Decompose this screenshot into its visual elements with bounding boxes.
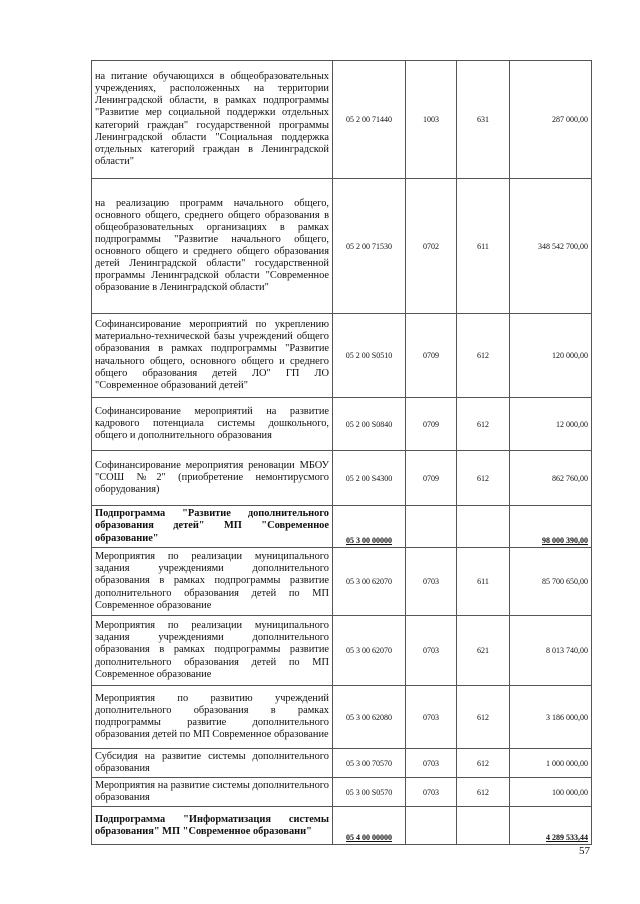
table-row bbox=[92, 778, 592, 807]
row-section-code: 0709 bbox=[406, 314, 457, 398]
row-description: Мероприятия по развитию учреждений дополнительного образования в рамках подпрограммы развитие дополнительного образования детей по МП Современное образование bbox=[92, 686, 333, 749]
table-row bbox=[92, 398, 592, 451]
subprogram-code: 05 4 00 00000 bbox=[333, 807, 406, 845]
row-target-code: 05 3 00 S0570 bbox=[333, 778, 406, 807]
row-expense-type: 612 bbox=[457, 398, 510, 451]
table-row bbox=[92, 61, 592, 179]
row-target-code: 05 2 00 S4300 bbox=[333, 451, 406, 506]
table-row bbox=[92, 616, 592, 686]
row-description: Мероприятия по реализации муниципального задания учреждениями дополнительного образования в рамках подпрограммы развитие дополнительного образования детей по МП Современное образование bbox=[92, 616, 333, 686]
row-expense-type: 612 bbox=[457, 778, 510, 807]
row-target-code: 05 3 00 62070 bbox=[333, 616, 406, 686]
row-description: Субсидия на развитие системы дополнительного образования bbox=[92, 749, 333, 778]
row-expense-type: 631 bbox=[457, 61, 510, 179]
row-target-code: 05 3 00 62070 bbox=[333, 548, 406, 616]
row-amount: 100 000,00 bbox=[510, 778, 592, 807]
row-expense-type bbox=[457, 506, 510, 548]
row-expense-type: 621 bbox=[457, 616, 510, 686]
row-amount: 8 013 740,00 bbox=[510, 616, 592, 686]
row-expense-type: 611 bbox=[457, 548, 510, 616]
table-row bbox=[92, 451, 592, 506]
row-amount: 3 186 000,00 bbox=[510, 686, 592, 749]
row-target-code: 05 2 00 S0510 bbox=[333, 314, 406, 398]
row-section-code: 0703 bbox=[406, 749, 457, 778]
row-amount: 12 000,00 bbox=[510, 398, 592, 451]
table-row bbox=[92, 749, 592, 778]
row-description: Мероприятия на развитие системы дополнительного образования bbox=[92, 778, 333, 807]
row-section-code: 0709 bbox=[406, 398, 457, 451]
row-target-code: 05 2 00 S0840 bbox=[333, 398, 406, 451]
row-expense-type: 612 bbox=[457, 451, 510, 506]
row-section-code: 0703 bbox=[406, 548, 457, 616]
subprogram-amount: 4 289 533,44 bbox=[510, 807, 592, 845]
row-amount: 348 542 700,00 bbox=[510, 179, 592, 314]
row-section-code bbox=[406, 807, 457, 845]
page-number: 57 bbox=[579, 845, 590, 857]
row-description: Софинансирование мероприятий на развитие кадрового потенциала системы дошкольного, общего и дополнительного образования bbox=[92, 398, 333, 451]
row-section-code: 0703 bbox=[406, 686, 457, 749]
budget-table bbox=[91, 60, 592, 845]
table-row bbox=[92, 179, 592, 314]
subprogram-row bbox=[92, 506, 592, 548]
row-section-code: 0703 bbox=[406, 616, 457, 686]
row-expense-type: 612 bbox=[457, 686, 510, 749]
row-target-code: 05 2 00 71530 bbox=[333, 179, 406, 314]
row-section-code: 0702 bbox=[406, 179, 457, 314]
row-description: на реализацию программ начального общего, основного общего, среднего общего образования в общеобразовательных организациях в рамках подпрограммы "Развитие начального общего, основного общего и среднего общего образования детей Ленинградской области" государственной программы Ленинградской области "Современное образование в Ленинградской области" bbox=[92, 179, 333, 314]
row-description: Софинансирование мероприятия реновации МБОУ "СОШ №2" (приобретение немонтирусмого оборудования) bbox=[92, 451, 333, 506]
subprogram-code: 05 3 00 00000 bbox=[333, 506, 406, 548]
table-row bbox=[92, 686, 592, 749]
row-expense-type: 612 bbox=[457, 749, 510, 778]
row-amount: 1 000 000,00 bbox=[510, 749, 592, 778]
row-section-code: 0703 bbox=[406, 778, 457, 807]
row-description: Софинансирование мероприятий по укреплению материально-технической базы учреждений общего образования в рамках подпрограммы "Развитие начального общего, основного общего и среднего общего образования детей ЛО" ГП ЛО "Современное образований детей" bbox=[92, 314, 333, 398]
row-amount: 120 000,00 bbox=[510, 314, 592, 398]
row-description: на питание обучающихся в общеобразовательных учреждениях, расположенных на территории Ленинградской области, в рамках подпрограммы "Развитие мер социальной поддержки отдельных категорий граждан" государственной программы Ленинградской области "Социальная поддержка отдельных категорий граждан в Ленинградской области" bbox=[92, 61, 333, 179]
subprogram-title: Подпрограмма "Развитие дополнительного образования детей" МП "Современное образование" bbox=[92, 506, 333, 548]
row-expense-type bbox=[457, 807, 510, 845]
row-amount: 85 700 650,00 bbox=[510, 548, 592, 616]
row-target-code: 05 3 00 70570 bbox=[333, 749, 406, 778]
table-row bbox=[92, 314, 592, 398]
row-section-code bbox=[406, 506, 457, 548]
subprogram-amount: 98 000 390,00 bbox=[510, 506, 592, 548]
row-expense-type: 611 bbox=[457, 179, 510, 314]
row-target-code: 05 3 00 62080 bbox=[333, 686, 406, 749]
row-target-code: 05 2 00 71440 bbox=[333, 61, 406, 179]
row-amount: 862 760,00 bbox=[510, 451, 592, 506]
subprogram-title: Подпрограмма "Информатизация системы образования" МП "Современное образовани" bbox=[92, 807, 333, 845]
row-section-code: 0709 bbox=[406, 451, 457, 506]
row-expense-type: 612 bbox=[457, 314, 510, 398]
row-description: Мероприятия по реализации муниципального задания учреждениями дополнительного образования в рамках подпрограммы развитие дополнительного образования детей по МП Современное образование bbox=[92, 548, 333, 616]
subprogram-row bbox=[92, 807, 592, 845]
row-amount: 287 000,00 bbox=[510, 61, 592, 179]
row-section-code: 1003 bbox=[406, 61, 457, 179]
table-row bbox=[92, 548, 592, 616]
